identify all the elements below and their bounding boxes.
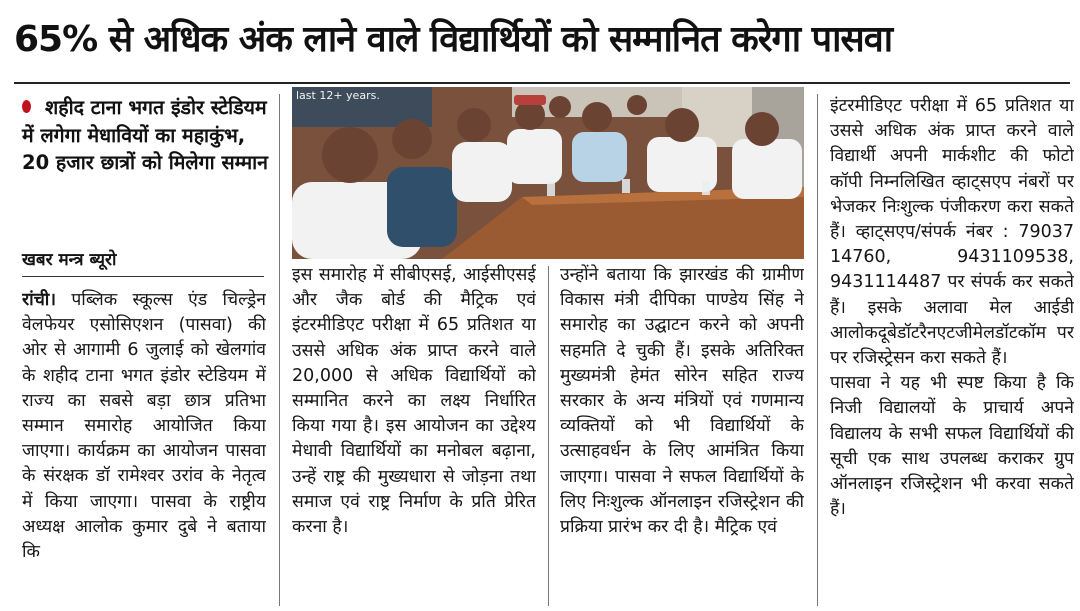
bullet-icon	[22, 100, 31, 113]
photo-text: last 12+ years.	[296, 89, 380, 102]
article-column-1	[22, 288, 266, 606]
byline: खबर मन्त्र ब्यूरो	[22, 250, 117, 270]
article-column-3: उन्होंने बताया कि झारखंड की ग्रामीण विकास मंत्री दीपिका पाण्डेय सिंह ने समारोह का उद्घाटन करने को अपनी सहमति दे चुकी हैं। इसके अतिरिक्त मुख्यमंत्री हेमंत सोरेन सहित राज्य सरकार के अन्य मंत्रियों एवं गणमान्य व्यक्तियों को भी विद्यार्थियों के उत्साहवर्धन के लिए आमंत्रित किया जाएगा। पासवा ने सफल विद्यार्थियों के लिए निःशुल्क ऑनलाइन रजिस्ट्रेशन की प्रक्रिया प्रारंभ कर दी है। मैट्रिक एवं	[560, 265, 804, 538]
column-divider-1	[279, 94, 280, 606]
subheadline	[22, 94, 270, 236]
article-column-2: इस समारोह में सीबीएसई, आईसीएसई और जैक बोर्ड की मैट्रिक एवं इंटरमीडिएट परीक्षा में 65 प्रतिशत या उससे अधिक अंक प्राप्त करने वाले 20,000 से अधिक विद्यार्थियों को सम्मानित करने का लक्ष्य निर्धारित किया गया है। इस आयोजन का उद्देश्य मेधावी विद्यार्थियों का मनोबल बढ़ाना, उन्हें राष्ट्र की मुख्यधारा से जोड़ना तथा समाज एवं राष्ट्र निर्माण के प्रति प्रेरित करना है।	[292, 265, 536, 538]
headline-divider	[14, 82, 1070, 84]
article-column-4	[830, 94, 1074, 604]
column-divider-3	[817, 94, 818, 606]
news-photo	[292, 87, 804, 259]
subheadline-text: शहीद टाना भगत इंडोर स्टेडियम में लगेगा मेधावियों का महाकुंभ, 20 हजार छात्रों को मिलेगा सम्मान	[22, 96, 268, 174]
headline: 65% से अधिक अंक लाने वाले विद्यार्थियों को सम्मानित करेगा पासवा	[14, 19, 893, 60]
byline-divider	[22, 276, 264, 277]
column-1-text: पब्लिक स्कूल्स एंड चिल्ड्रेन वेलफेयर एसोसिएशन (पासवा) की ओर से आगामी 6 जुलाई को खेलगांव के शहीद टाना भगत इंडोर स्टेडियम में राज्य का सबसे बड़ा छात्र प्रतिभा सम्मान समारोह आयोजित किया जाएगा। कार्यक्रम का आयोजन पासवा के संरक्षक डॉ रामेश्वर उरांव के नेतृत्व में किया जाएगा। पासवा के राष्ट्रीय अध्यक्ष आलोक कुमार दुबे ने बताया कि	[22, 290, 266, 563]
column-divider-2	[548, 266, 549, 606]
column-4-paragraph-1: इंटरमीडिएट परीक्षा में 65 प्रतिशत या उससे अधिक अंक प्राप्त करने वाले विद्यार्थी अपनी मार्कशीट की फोटो कॉपी निम्नलिखित व्हाट्सएप नंबरों पर भेजकर निःशुल्क पंजीकरण करा सकते हैं। व्हाट्सएप/संपर्क नंबर : 79037 14760, 9431109538, 9431114487 पर संपर्क कर सकते हैं। इसके अलावा मेल आईडी आलोकदूबेडॉटरैनएटजीमेलडॉटकॉम पर पर रजिस्ट्रेसन करा सकते हैं।	[830, 96, 1074, 369]
dateline: रांची।	[22, 290, 56, 310]
meeting-photo-illustration	[292, 87, 804, 259]
column-4-paragraph-2: पासवा ने यह भी स्पष्ट किया है कि निजी विद्यालयों के प्राचार्य अपने विद्यालय के सभी सफल विद्यार्थियों की सूची एक साथ उपलब्ध कराकर ग्रुप ऑनलाइन रजिस्ट्रेशन भी करवा सकते हैं।	[830, 373, 1074, 520]
